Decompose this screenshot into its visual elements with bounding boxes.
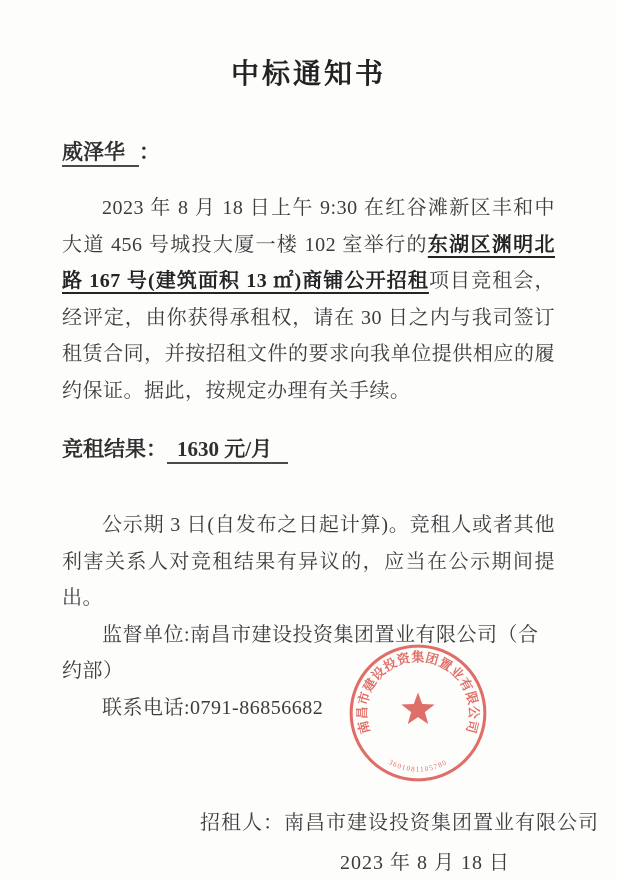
- signer-line: 招租人：南昌市建设投资集团置业有限公司: [200, 812, 599, 834]
- document-title: 中标通知书: [230, 59, 386, 90]
- addressee-line: [0, 136, 617, 166]
- addressee-name: 威泽华: [62, 140, 139, 167]
- seal-ring-text: 南昌市建设投资集团置业有限公司: [355, 650, 481, 736]
- project-name-highlight: 东湖区渊明北路 167 号(建筑面积 13 ㎡)商铺公开招租: [62, 233, 556, 292]
- paragraph-main-post: 项目竞租会，经评定，由你获得承租权，请在 30 日之内与我司签订租赁合同，并按招租文件的要求向我单位提供相应的履约保证。据此，按规定办理有关手续。: [62, 270, 555, 402]
- result-line: [0, 433, 617, 463]
- phone-line: 联系电话:0791-86856682: [102, 696, 324, 719]
- paragraph-publicity: 公示期 3 日(自发布之日起计算)。竞租人或者其他利害关系人对竞租结果有异议的，应当在公示期间提出。: [62, 514, 555, 609]
- seal-serial-number: 3601081105780: [387, 758, 449, 774]
- seal-serial-container: [387, 758, 449, 773]
- addressee-colon: ：: [139, 140, 160, 164]
- paragraph-main-pre: 2023 年 8 月 18 日上午 9:30 在红谷滩新区丰和中大道 456 号城投大厦一楼 102 室举行的: [62, 197, 555, 256]
- supervisor-line: 监督单位:南昌市建设投资集团置业有限公司（合约部）: [62, 623, 539, 682]
- result-value: 1630 元/月: [167, 437, 288, 464]
- paragraph-main: [0, 190, 617, 409]
- result-label: 竞租结果：: [62, 437, 167, 461]
- seal-bottom-arc-path: [382, 758, 454, 774]
- date-line: 2023 年 8 月 18 日: [340, 852, 510, 874]
